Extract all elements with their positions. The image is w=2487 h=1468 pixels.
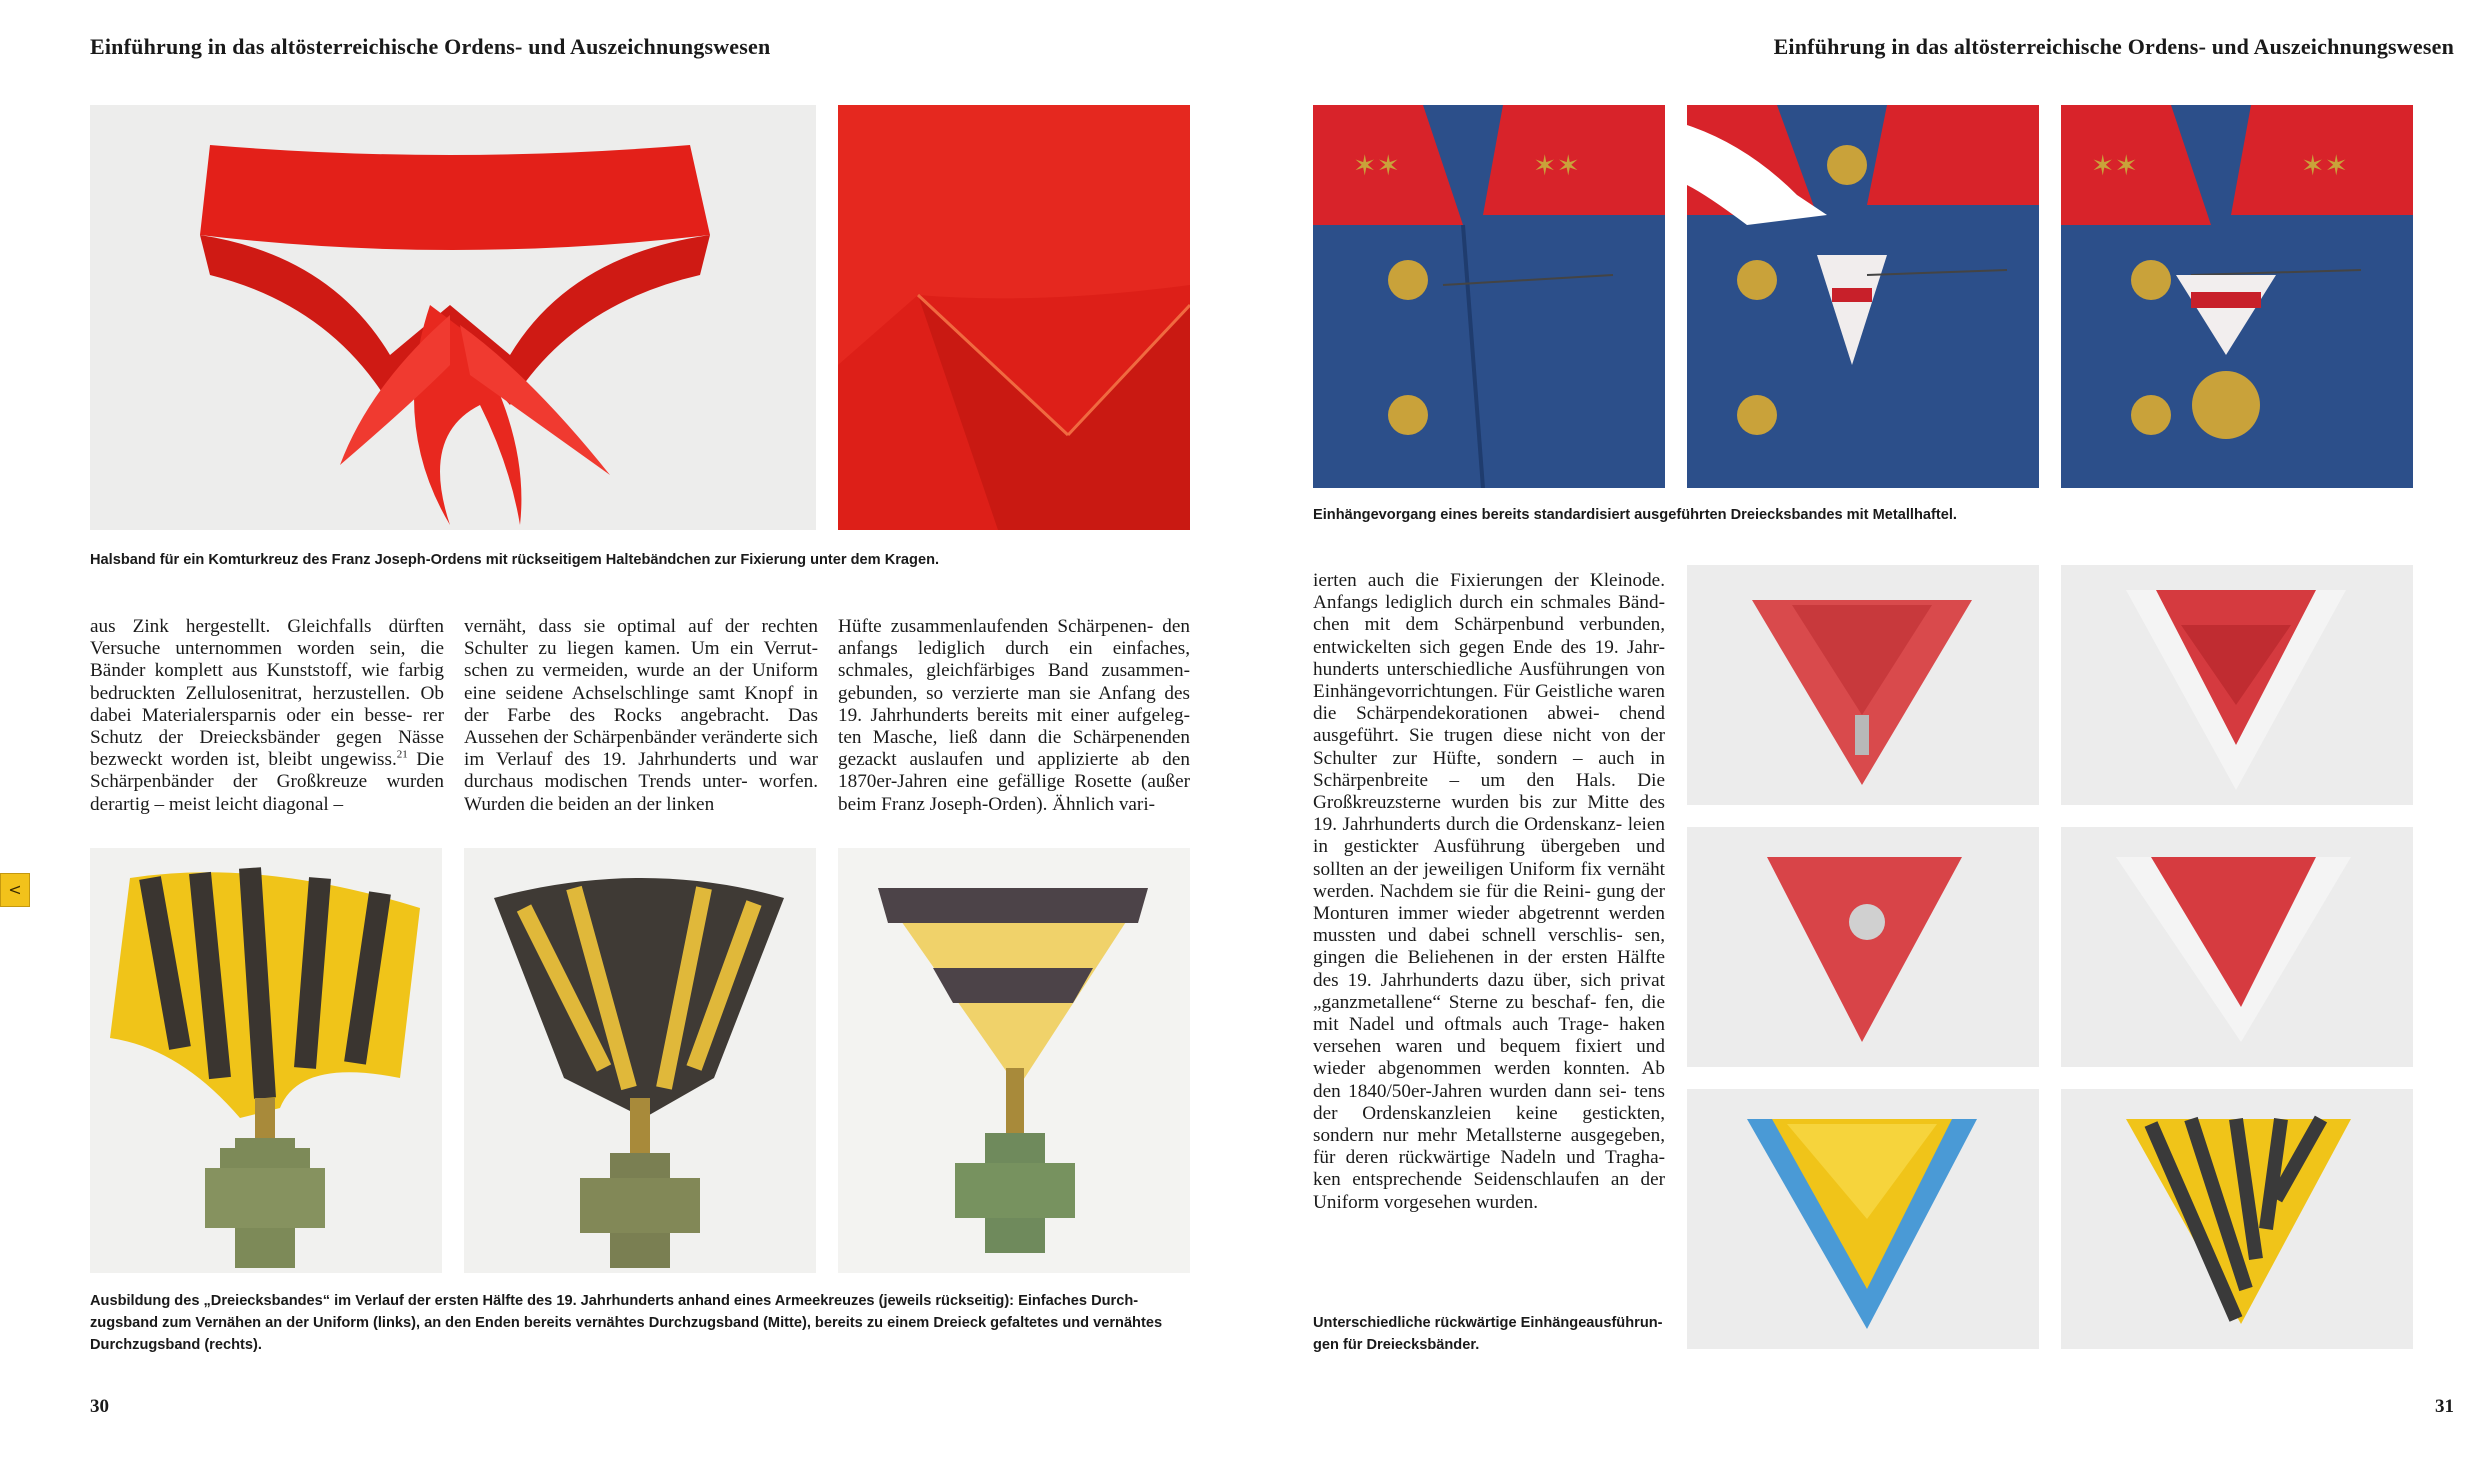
photo-uniform-2 — [1687, 105, 2039, 488]
running-header-left: Einführung in das altösterreichische Ordens- und Auszeichnungswesen — [90, 34, 771, 59]
svg-text:✶✶: ✶✶ — [1533, 149, 1580, 182]
photo-army-cross-right — [838, 848, 1190, 1273]
page-number-left: 30 — [90, 1396, 109, 1417]
text-column-right — [1313, 570, 1665, 1214]
footnote-ref: 21 — [396, 748, 408, 761]
caption-army-cross: Ausbildung des „Dreiecksbandes“ im Verlauf der ersten Hälfte des 19. Jahrhunderts anhand eines Armeekreuzes (jeweils rückseitig): Einfaches Durch- zugsband zum Vernähen an der Uniform (links), an den Enden bereits vernähtes Durchzugsband (Mitte), bereits zu einem Dreieck gefaltetes und vernähtes Durchzugsband (rechts). — [90, 1293, 1163, 1353]
photo-triangle-yellow-black — [2061, 1089, 2413, 1349]
caption-triangle-ribbons: Unterschiedliche rückwärtige Einhängeausführun- gen für Dreiecksbänder. — [1313, 1315, 1663, 1353]
text-column-1 — [90, 616, 444, 816]
text-column-3: Hüfte zusammenlaufenden Schärpenen- den anfangs lediglich durch ein einfaches, schmales, gleichfärbiges Band zusammen- gebunden, so verzierte man sie Anfang des 19. Jahrhunderts bereits mit einer aufgeleg- ten Masche, ließ dann die Schärpenenden gezackt auslaufen und applizierte ab den 1870er-Jahren eine gefällige Rosette (außer beim Franz Joseph-Orden). Ähnlich vari- — [838, 616, 1190, 815]
right-page — [1243, 0, 2487, 1468]
previous-page-tab[interactable]: < — [0, 873, 30, 907]
photo-triangle-red-2 — [1687, 827, 2039, 1067]
text-column-right-p1: ierten auch die Fixierungen der Kleinode. Anfangs lediglich durch ein schmales Bänd- chen mit dem Schärpenbund verbunden, entwickelten sich gegen Ende des 19. Jahr- hunderts unterschiedliche Ausführungen von Einhängevorrichtungen. Für Geistliche waren die Schärpendekorationen abwei- chend ausgeführt. Sie trugen diese nicht von der Schulter zur Hüfte, sondern – auch in Schärpenbreite – um den Hals. — [1313, 570, 1665, 791]
photo-ribbon-detail — [838, 105, 1190, 530]
running-header-right: Einführung in das altösterreichische Ordens- und Auszeichnungswesen — [1773, 34, 2454, 59]
text-column-1-tail: Die Schärpenbänder der Großkreuze wurden derartig – meist leicht diagonal – — [90, 749, 445, 815]
caption-collar-ribbon: Halsband für ein Komturkreuz des Franz Joseph-Ordens mit rückseitigem Haltebändchen zur Fixierung unter dem Kragen. — [90, 552, 940, 568]
photo-army-cross-left — [90, 848, 442, 1273]
text-column-2: vernäht, dass sie optimal auf der rechten Schulter zu liegen kamen. Um ein Verrut- schen zu vermeiden, wurde an der Uniform eine seidene Achselschlinge samt Knopf in der Farbe des Rocks angebracht. Das Aussehen der Schärpenbänder veränderte sich im Verlauf des 19. Jahrhunderts und war durchaus modischen Trends unter- worfen. Wurden die beiden an der linken — [464, 616, 818, 815]
photo-uniform-3 — [2061, 105, 2413, 488]
photo-triangle-red-white-2 — [2061, 827, 2413, 1067]
left-page — [0, 0, 1243, 1468]
photo-triangle-yellow-blue — [1687, 1089, 2039, 1349]
caption-uniform: Einhängevorgang eines bereits standardisiert ausgeführten Dreiecksbandes mit Metallhaftel. — [1313, 507, 1957, 523]
svg-text:✶✶: ✶✶ — [1353, 149, 1400, 182]
photo-triangle-red-white-1 — [2061, 565, 2413, 805]
photo-uniform-1 — [1313, 105, 1665, 488]
svg-text:✶✶: ✶✶ — [2301, 149, 2348, 182]
photo-collar-ribbon — [90, 105, 816, 530]
svg-text:✶✶: ✶✶ — [2091, 149, 2138, 182]
text-column-right-p2: Die Großkreuzsterne wurden bis zur Mitte des 19. Jahrhunderts durch die Ordenskanz- leien in gestickter Ausführung übergeben und sollten an der jeweiligen Uniform fix vernäht werden. Nachdem sie für die Reini- gung der Monturen immer wieder abgetrennt werden mussten und dabei schnell verschlis- sen, gingen die Beliehenen in der ersten Hälfte des 19. Jahrhunderts dazu über, sich privat „ganzmetallene“ Sterne zu beschaf- fen, die mit Nadel und oftmals auch Trage- haken versehen waren und bequem fixiert und wieder abgenommen werden konnten. Ab den 1840/50er-Jahren wurden dann sei- tens der Ordenskanzleien keine gestickten, sondern nur mehr Metallsterne ausgegeben, für deren rückwärtige Nadeln und Tragha- ken entsprechende Seidenschlaufen an der Uniform vorgesehen wurden. — [1313, 769, 1665, 1213]
photo-army-cross-middle — [464, 848, 816, 1273]
text-column-1-body: aus Zink hergestellt. Gleichfalls dürften Versuche unternommen worden sein, die Bänder komplett aus Kunststoff, wie farbig bedruckten Zellulosenitrat, herzustellen. Ob dabei Materialersparnis oder ein besse- rer Schutz der Dreiecksbänder gegen Nässe bezweckt worden ist, bleibt ungewiss. — [90, 616, 444, 771]
page-number-right: 31 — [2435, 1396, 2454, 1417]
photo-triangle-red-1 — [1687, 565, 2039, 805]
